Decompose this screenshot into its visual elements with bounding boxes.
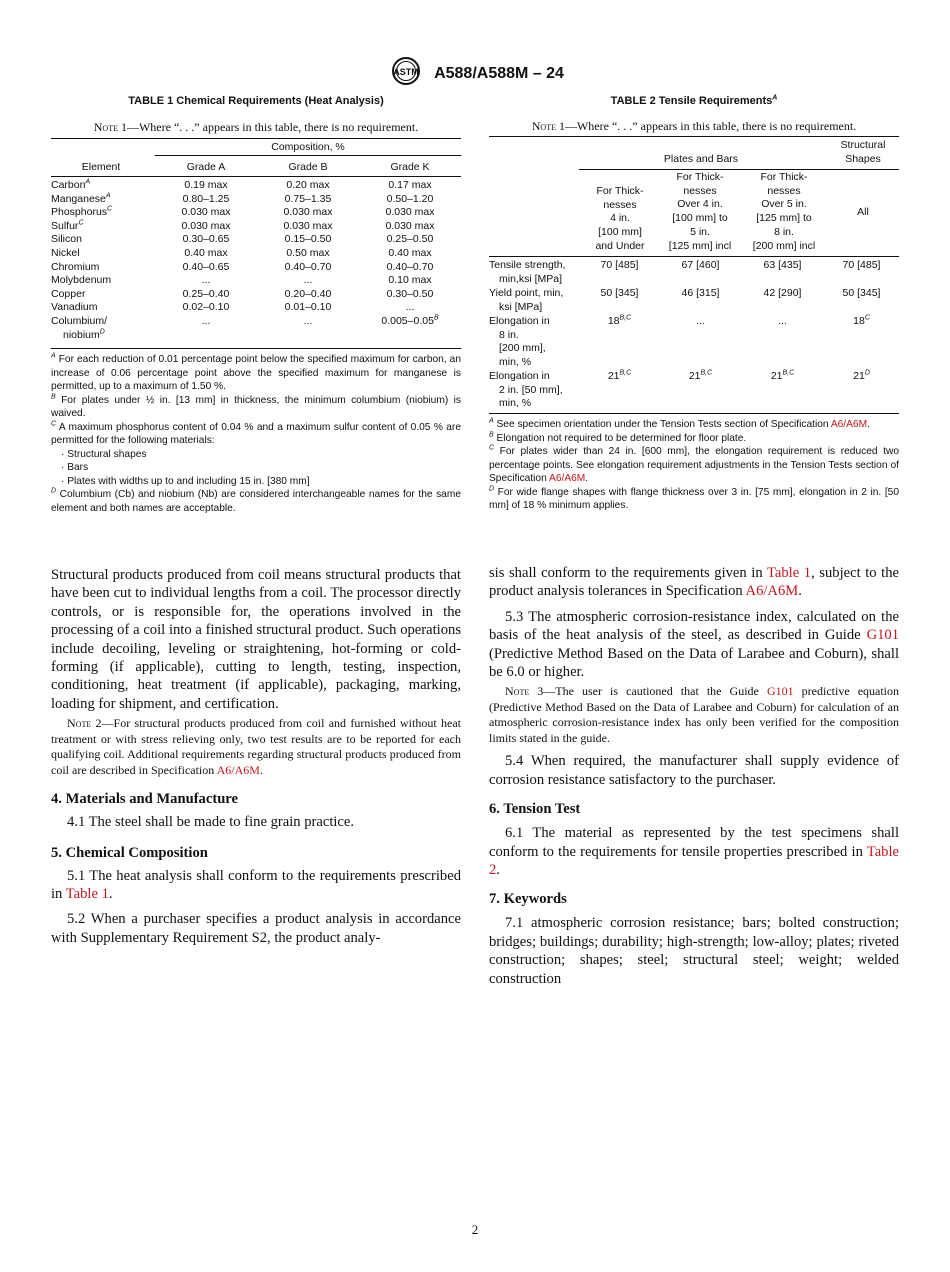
- table1-note: Note 1—Where “. . .” appears in this table, there is no requirement.: [93, 120, 419, 134]
- table-row: Elongation in 8 in. [200 mm], min, % $18^{B,C}$ ... ... $18^C$: [489, 314, 870, 368]
- section-6-heading: 6. Tension Test: [489, 801, 581, 818]
- table2-note: Note 1—Where “. . .” appears in this table, there is no requirement.: [531, 119, 857, 133]
- col-element: Element: [81, 161, 121, 173]
- table-row: Elongation in 2 in. [50 mm], min, % $21^{B,C}$ $21^{B,C}$ $21^{B,C}$ $21^D$: [489, 369, 870, 410]
- table-row: Vanadium 0.02–0.10 0.01–0.10 ...: [51, 301, 415, 314]
- table2-body: [489, 259, 899, 411]
- table1-bottom-rule: [51, 348, 461, 349]
- link-g101[interactable]: G101: [766, 684, 794, 699]
- structural-shapes-header: Structural Shapes: [840, 139, 886, 165]
- col-grade-b: Grade B: [288, 161, 328, 173]
- table2-footnotes: $^A$ See specimen orientation under the Tension Tests section of Specification A6/A6M. $^B$ Elongation not required to be determined for floor plate. $^C$ For plates wider than 24 in. [600 mm], the elongation requirement is reduced two percentage points. See elongation requirement adjustments in the Tension Tests section of Specification A6/A6M. $^D$ For wide flange shapes with flange thickness over 3 in. [75 mm], elongation in 2 in. [50 mm] of 18 % minimum applies.: [489, 417, 899, 511]
- svg-text:ASTM: ASTM: [393, 67, 419, 77]
- table-row: Carbon$^A$ 0.19 max 0.20 max 0.17 max: [51, 178, 432, 191]
- table-row: Phosphorus$^C$ 0.030 max 0.030 max 0.030 max: [51, 205, 435, 219]
- paragraph-5-1: 5.1 The heat analysis shall conform to the requirements prescribed in Table 1.: [51, 867, 461, 903]
- table2-bottom-rule: [489, 413, 899, 414]
- table1-body: [51, 179, 461, 342]
- table-row: Sulfur$^C$ 0.030 max 0.030 max 0.030 max: [51, 219, 435, 232]
- table2-caption: TABLE 2 Tensile Requirements$^A$: [610, 94, 778, 107]
- plates-bars-header: Plates and Bars: [663, 153, 739, 165]
- paragraph-5-4: 5.4 When required, the manufacturer shall supply evidence of corrosion resistance satisfactory to the purchaser.: [489, 753, 899, 788]
- col-thick-5-8in: For Thick- nesses Over 5 in. [125 mm] to 8 in. [200 mm] incl: [752, 171, 816, 252]
- page-header: [0, 56, 950, 91]
- paragraph-5-2: 5.2 When a purchaser specifies a product analysis in accordance with Supplementary Requirement S2, the product analy-: [51, 911, 461, 946]
- left-column: [51, 566, 461, 947]
- table-row: Silicon 0.30–0.65 0.15–0.50 0.25–0.50: [51, 233, 434, 246]
- table-row: Manganese$^A$ 0.80–1.25 0.75–1.35 0.50–1.20: [51, 192, 434, 205]
- astm-logo: [386, 56, 426, 91]
- table-row: Tensile strength, min,ksi [MPa] 70 [485] 67 [460] 63 [435] 70 [485]: [489, 259, 881, 285]
- paragraph-4-1: 4.1 The steel shall be made to fine grain practice.: [67, 814, 355, 831]
- table1-caption: TABLE 1 Chemical Requirements (Heat Analysis): [128, 95, 384, 107]
- table2-header-rule: [489, 256, 899, 257]
- col-all: All: [857, 206, 869, 218]
- table1-top-rule: [51, 138, 461, 139]
- section-4-heading: 4. Materials and Manufacture: [51, 791, 238, 808]
- table1-header-rule: [51, 176, 461, 177]
- coil-definition-paragraph: Structural products produced from coil means structural products that have been cut to individual lengths from a coil. The processor directly controls, or is responsible for, the operations involved in the processing of a coil into a finished structural product. Such operations include decoiling, leveling or straightening, hot-forming or cold-forming (if applicable), cutting to length, testing, inspection, conditioning, heat treatment (if applicable), packaging, marking, loading for shipment, and certification.: [51, 567, 461, 712]
- table-row: Yield point, min, ksi [MPa] 50 [345] 46 [315] 42 [290] 50 [345]: [489, 287, 881, 313]
- paragraph-5-3: 5.3 The atmospheric corrosion-resistance index, calculated on the basis of the heat analysis of the steel, as described in Guide G101 (Predictive Method Based on the Data of Larabee and Coburn), shall be 6.0 or higher.: [489, 608, 899, 681]
- table-row: Chromium 0.40–0.65 0.40–0.70 0.40–0.70: [51, 260, 434, 273]
- link-table-1[interactable]: Table 1: [766, 565, 812, 581]
- col-grade-k: Grade K: [390, 161, 430, 173]
- link-table-1[interactable]: Table 1: [65, 886, 109, 903]
- table-row: Nickel 0.40 max 0.50 max 0.40 max: [51, 246, 432, 259]
- page-number: 2: [471, 1222, 479, 1237]
- col-thick-4-5in: For Thick- nesses Over 4 in. [100 mm] to 5 in. [125 mm] incl: [668, 171, 732, 252]
- link-a6-a6m[interactable]: A6/A6M: [830, 419, 868, 430]
- link-a6-a6m[interactable]: A6/A6M: [216, 762, 260, 777]
- section-5-heading: 5. Chemical Composition: [51, 844, 208, 861]
- paragraph-6-1: 6.1 The material as represented by the test specimens shall conform to the requirements for tensile properties prescribed in Table 2.: [489, 825, 899, 879]
- paragraph-7-1: 7.1 atmospheric corrosion resistance; bars; bolted construction; bridges; buildings; durability; high-strength; low-alloy; plates; riveted construction; shapes; steel; structural steel; weight; welded construction: [489, 915, 899, 987]
- right-column: [489, 564, 899, 988]
- table-row: Copper 0.25–0.40 0.20–0.40 0.30–0.50: [51, 287, 434, 300]
- section-7-heading: 7. Keywords: [489, 891, 567, 908]
- table-row: Columbium/ niobium$^D$ ... ... $0.005-0.05^B$: [51, 314, 439, 341]
- col-grade-a: Grade A: [186, 161, 226, 173]
- note-3: Note 3—The user is cautioned that the Guide G101 predictive equation (Predictive Method Based on the Data of Larabee and Coburn) for calculation of an atmospheric corrosion-resistance index has only been verified for the composition limits stated in the guide.: [489, 684, 900, 745]
- table2-top-rule: [489, 136, 899, 137]
- table1-footnotes: $^A$ For each reduction of 0.01 percentage point below the specified maximum for carbon, an increase of 0.06 percentage point above the specified maximum for manganese is permitted, up to a maximum of 1.50 %. $^B$ For plates under ½ in. [13 mm] in thickness, the minimum columbium (niobium) is waived. $^C$ A maximum phosphorus content of 0.04 % and a maximum sulfur content of 0.05 % are permitted for the following materials: · Structural shapes · Bars · Plates with widths up to and including 15 in. [380 mm] $^D$ Columbium (Cb) and niobium (Nb) are considered interchangeable names for the same element and both names are acceptable.: [51, 352, 461, 514]
- link-a6-a6m[interactable]: A6/A6M: [745, 583, 799, 600]
- table2-group-rule: [579, 169, 899, 170]
- composition-header: Composition, %: [271, 141, 345, 153]
- table1-group-rule: [155, 155, 461, 156]
- paragraph-5-2-cont: sis shall conform to the requirements given in Table 1, subject to the product analysis tolerances in Specification A6/A6M.: [489, 565, 899, 600]
- link-a6-a6m[interactable]: A6/A6M: [549, 473, 586, 484]
- col-thick-4in: For Thick- nesses 4 in. [100 mm] and Under: [595, 185, 645, 252]
- designation: A588/A588M – 24: [434, 64, 564, 82]
- link-g101[interactable]: G101: [866, 627, 899, 644]
- note-2: Note 2—For structural products produced from coil and furnished without heat treatment or with stress relieving only, two test results are to be reported for each qualifying coil. Additional requirements regarding structural products produced from coil are described in Specification A6/A6M.: [51, 716, 461, 777]
- table-row: Molybdenum ... ... 0.10 max: [51, 274, 432, 287]
- link-table-2[interactable]: Table 2: [489, 843, 899, 879]
